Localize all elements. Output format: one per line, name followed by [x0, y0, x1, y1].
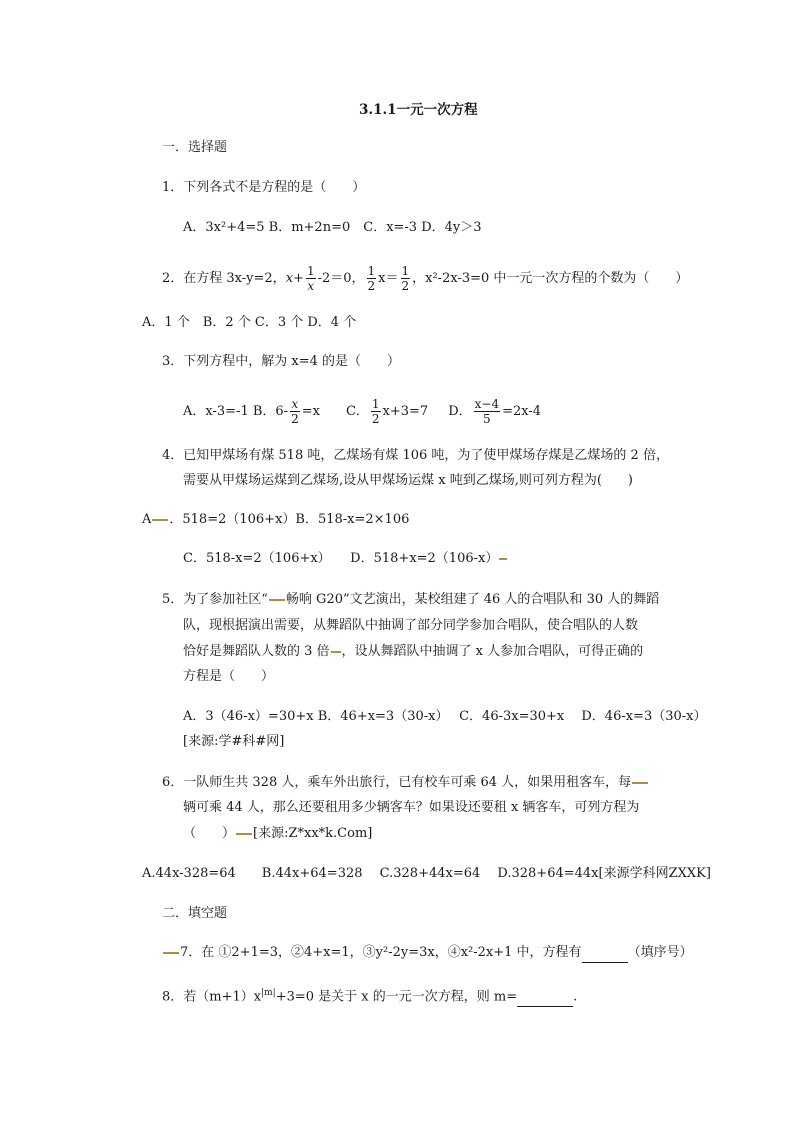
q2-plus: + [293, 271, 304, 286]
watermark-dash [236, 833, 252, 835]
q2-text-b: -2＝0， [317, 271, 365, 286]
q3-frac-c [371, 397, 381, 426]
q8-answer-blank[interactable] [517, 1006, 573, 1007]
q2-fraction-1-over-x [306, 264, 316, 293]
q6-options: A.44x-328=64 B.44x+64=328 C.328+44x=64 D.328+64=44x[来源学科网ZXXK] [142, 866, 711, 881]
q3-frac-b-den: 2 [291, 412, 299, 426]
q8-text: 8．若（m+1）x [162, 989, 262, 1005]
q7-tail: （填序号） [627, 945, 693, 960]
q3-opt-b-tail: =x [301, 404, 320, 419]
q4-opt-cd-text: C．518-x=2（106+x） D．518+x=2（106-x） [183, 551, 499, 566]
watermark-dash [152, 519, 168, 521]
q2-fraction-half-b [401, 264, 411, 293]
q4-line-1: 4．已知甲煤场有煤 518 吨，乙煤场有煤 106 吨，为了使甲煤场存煤是乙煤场的 2 倍， [162, 448, 669, 463]
q3-options [183, 397, 541, 426]
q5-text-c: 恰好是舞蹈队人数的 3 倍 [183, 644, 330, 659]
watermark-dash [331, 651, 341, 653]
q7-line [162, 943, 693, 963]
q3-frac-d-den: 5 [483, 412, 491, 426]
q5-line-4: 方程是（ ） [183, 669, 275, 684]
q5-text-b: 畅响 G20”文艺演出，某校组建了 46 人的合唱队和 30 人的舞蹈 [285, 592, 660, 607]
watermark-dash [632, 782, 648, 784]
q4-opt-a-letter: A [142, 512, 152, 527]
q4-line-2: 需要从甲煤场运煤到乙煤场,设从甲煤场运煤 x 吨到乙煤场,则可列方程为( ) [183, 473, 634, 488]
q2-text-c: ，x²-2x-3=0 中一元一次方程的个数为（ ） [412, 271, 689, 286]
q2-half-den: 2 [367, 279, 376, 293]
q8-tail: . [573, 989, 578, 1005]
q8-text-2: +3=0 是关于 x 的一元一次方程，则 m= [275, 989, 518, 1005]
q2-half2-den: 2 [401, 279, 410, 293]
watermark-dash [269, 599, 285, 601]
watermark-dash [499, 558, 507, 560]
q5-source: [来源:学#科#网] [183, 734, 285, 749]
q5-text-a: 5．为了参加社区“ [162, 592, 268, 607]
q6-source: [来源:Z*xx*k.Com] [253, 826, 373, 841]
q3-frac-c-den: 2 [371, 412, 380, 426]
q3-frac-b [290, 397, 300, 426]
watermark-dash [163, 952, 179, 954]
q5-line-2: 队，现根据演出需要，从舞蹈队中抽调了部分同学参加合唱队，使合唱队的人数 [183, 618, 639, 633]
q2-fraction-half-a [367, 264, 377, 293]
q4-opt-ab-text: ．518=2（106+x）B．518-x=2×106 [169, 512, 410, 527]
q2-text-a: 2．在方程 3x-y=2， [162, 271, 286, 286]
q5-line-1 [162, 590, 659, 610]
q6-text-a: 6．一队师生共 328 人，乘车外出旅行，已有校车可乘 64 人，如果用租客车，每 [162, 775, 632, 790]
q8-line [162, 983, 577, 1007]
q3-opt-c-tail: x+3=7 [382, 404, 429, 419]
q3-frac-d [474, 397, 500, 426]
q3-opt-c: C． [345, 404, 369, 419]
q2-options: A．1 个 B．2 个 C．3 个 D．4 个 [142, 315, 357, 330]
section-choice-heading: 一．选择题 [162, 140, 228, 155]
q2-stem [162, 264, 688, 293]
q3-opt-d: D． [448, 404, 472, 419]
q2-half2-num: 1 [401, 264, 410, 278]
q2-eqx: x＝ [378, 271, 399, 286]
q2-x: x [285, 271, 294, 286]
q5-line-3 [183, 642, 643, 662]
page-title: 3.1.1一元一次方程 [359, 102, 478, 118]
q7-text: 7．在 ①2+1=3，②4+x=1，③y²-2y=3x，④x²-2x+1 中，方程有 [180, 945, 582, 960]
q1-stem: 1．下列各式不是方程的是（ ） [162, 180, 366, 195]
q8-exponent: |m| [261, 988, 276, 998]
q3-opt-a: A．x-3=-1 B．6- [183, 404, 289, 419]
q5-text-d: ，设从舞蹈队中抽调了 x 人参加合唱队，可得正确的 [341, 644, 644, 659]
q6-line-2: 辆可乘 44 人，那么还要租用多少辆客车？如果设还要租 x 辆客车，可列方程为 [183, 800, 640, 815]
q2-frac-den: x [307, 279, 315, 293]
q7-answer-blank[interactable] [582, 962, 628, 963]
q3-frac-d-num: x−4 [474, 397, 500, 411]
q2-half-num: 1 [367, 264, 376, 278]
q3-opt-d-tail: =2x-4 [502, 404, 542, 419]
q2-frac-num: 1 [306, 264, 315, 278]
q1-options: A．3x²+4=5 B．m+2n=0 C．x=-3 D．4y＞3 [183, 220, 482, 235]
q5-options: A．3（46-x）=30+x B．46+x=3（30-x） C．46-3x=30+x D．46-x=3（30-x） [183, 709, 707, 724]
q6-paren: （ ） [183, 826, 236, 841]
q4-options-cd [183, 549, 508, 569]
q6-line-1 [162, 773, 649, 793]
q3-frac-b-num: x [291, 397, 299, 411]
q6-line-3 [183, 824, 372, 844]
q4-options-ab [142, 510, 409, 530]
q3-stem: 3．下列方程中，解为 x=4 的是（ ） [162, 354, 401, 369]
q3-frac-c-num: 1 [371, 397, 380, 411]
section-fill-heading: 二．填空题 [162, 906, 228, 921]
